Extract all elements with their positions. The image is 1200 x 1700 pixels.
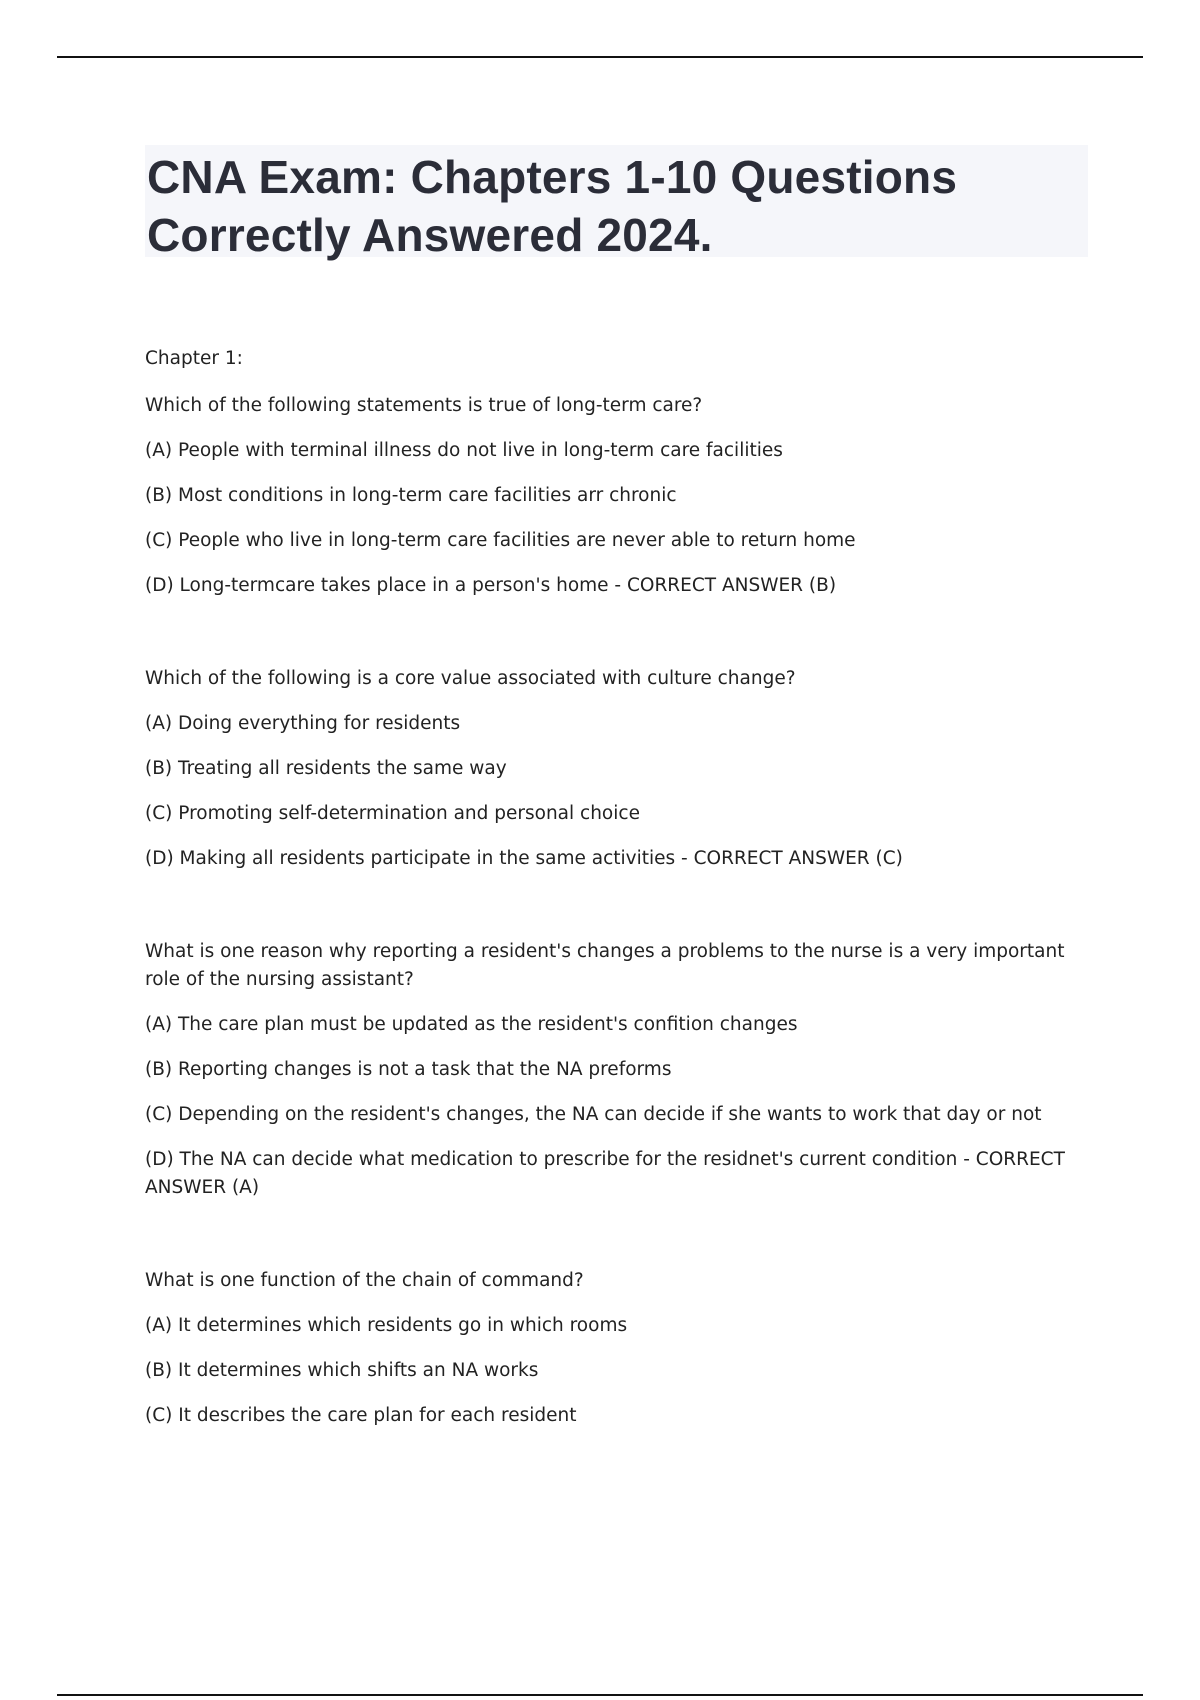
- answer-option: (B) Reporting changes is not a task that the NA preforms: [145, 1059, 672, 1080]
- document-body: [145, 345, 1080, 1450]
- question-text: Which of the following statements is true of long-term care?: [145, 395, 703, 416]
- question-text: What is one function of the chain of command?: [145, 1270, 584, 1291]
- answer-option: (D) The NA can decide what medication to prescribe for the residnet's current condition - CORRECT ANSWER (A): [145, 1149, 1065, 1198]
- question-4: [145, 1267, 1080, 1430]
- question-text: What is one reason why reporting a resident's changes a problems to the nurse is a very important role of the nursing assistant?: [145, 941, 1065, 990]
- answer-option: (D) Long-termcare takes place in a person's home - CORRECT ANSWER (B): [145, 575, 837, 596]
- chapter-label: Chapter 1:: [145, 348, 243, 369]
- answer-option: (D) Making all residents participate in the same activities - CORRECT ANSWER (C): [145, 848, 903, 869]
- question-text: Which of the following is a core value associated with culture change?: [145, 668, 796, 689]
- question-3: [145, 938, 1080, 1202]
- answer-option: (C) Depending on the resident's changes, the NA can decide if she wants to work that day or not: [145, 1104, 1042, 1125]
- answer-option: (B) Treating all residents the same way: [145, 758, 507, 779]
- answer-option: (C) Promoting self-determination and personal choice: [145, 803, 640, 824]
- answer-option: (C) It describes the care plan for each resident: [145, 1405, 577, 1426]
- footer-rule: [57, 1694, 1143, 1696]
- answer-option: (C) People who live in long-term care facilities are never able to return home: [145, 530, 856, 551]
- document-title: CNA Exam: Chapters 1-10 Questions Correctly Answered 2024.: [147, 151, 958, 261]
- answer-option: (B) It determines which shifts an NA works: [145, 1360, 539, 1381]
- answer-option: (A) It determines which residents go in which rooms: [145, 1315, 628, 1336]
- question-1: [145, 392, 1080, 600]
- title-banner: [145, 145, 1088, 261]
- answer-option: (A) Doing everything for residents: [145, 713, 461, 734]
- header-rule: [57, 56, 1143, 58]
- answer-option: (A) The care plan must be updated as the resident's confition changes: [145, 1014, 798, 1035]
- answer-option: (A) People with terminal illness do not live in long-term care facilities: [145, 440, 783, 461]
- question-2: [145, 665, 1080, 873]
- answer-option: (B) Most conditions in long-term care facilities arr chronic: [145, 485, 677, 506]
